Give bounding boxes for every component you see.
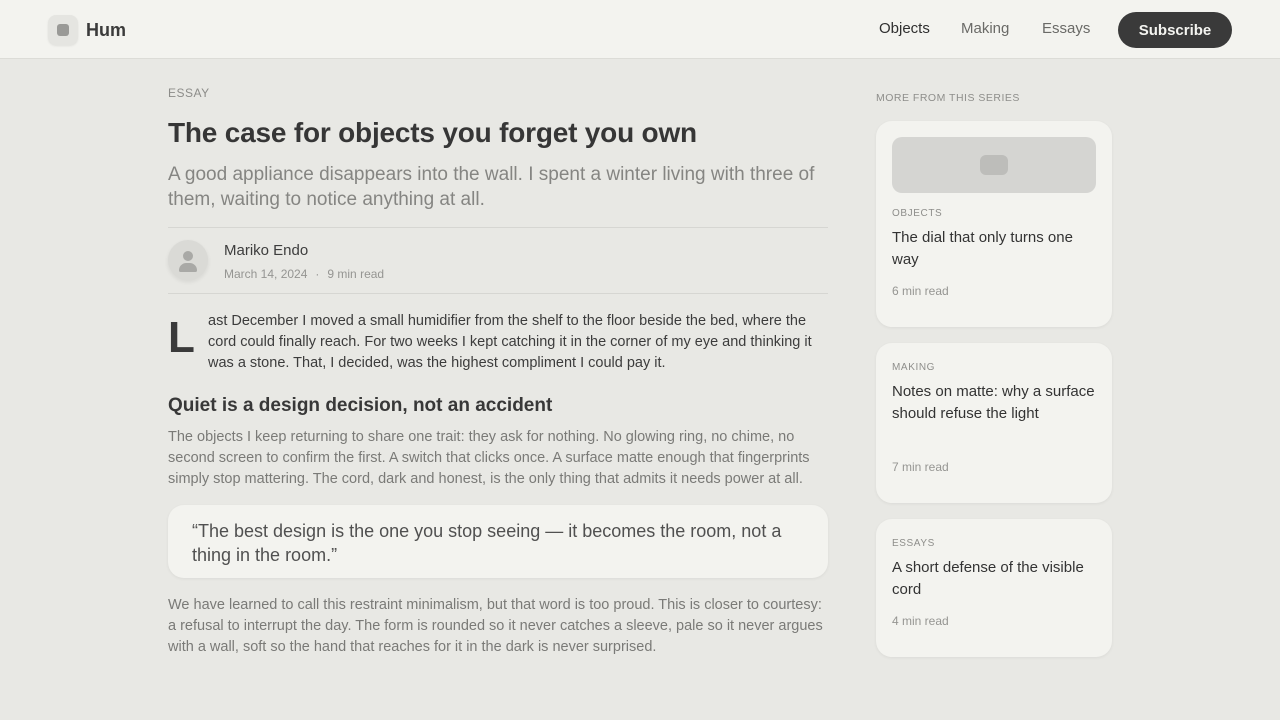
brand-logo-icon xyxy=(48,15,78,45)
brand[interactable] xyxy=(48,15,126,45)
body-paragraph: We have learned to call this restraint minimalism, but that word is too proud. This is closer to courtesy: a refusal to interrupt the day. The form is rounded so it never catches a sleeve, pale so it never argues with a wall, soft so the hand that reaches for it in the dark is never surprised. xyxy=(168,597,823,655)
user-avatar-icon xyxy=(168,240,208,280)
section-heading: Quiet is a design decision, not an accident xyxy=(168,395,553,416)
card-read-time: 7 min read xyxy=(892,460,949,474)
card-title[interactable]: The dial that only turns one way xyxy=(892,229,1073,268)
card-tag: MAKING xyxy=(892,362,936,373)
drop-cap: L xyxy=(168,313,195,362)
publish-date: March 14, 2024 xyxy=(224,267,308,281)
card-title[interactable]: Notes on matte: why a surface should refuse the light xyxy=(892,383,1095,422)
article-meta xyxy=(224,267,384,281)
nav-objects[interactable]: Objects xyxy=(879,20,930,37)
series-card[interactable] xyxy=(876,121,1112,327)
card-read-time: 6 min read xyxy=(892,284,949,298)
divider xyxy=(168,293,828,294)
meta-separator: · xyxy=(315,267,320,281)
nav-making[interactable]: Making xyxy=(961,20,1010,37)
pull-quote: “The best design is the one you stop seeing — it becomes the room, not a thing in the room.” xyxy=(168,505,828,578)
brand-name: Hum xyxy=(86,19,126,40)
sidebar-label: MORE FROM THIS SERIES xyxy=(876,92,1020,104)
read-time: 9 min read xyxy=(327,267,385,281)
image-placeholder-icon xyxy=(892,137,1096,193)
lead-paragraph: ast December I moved a small humidifier from the shelf to the floor beside the bed, where the cord could finally reach. For two weeks I kept catching it in the corner of my eye and thinking it was a stone. That, I decided, was the highest compliment I could pay it. xyxy=(208,313,812,371)
series-card[interactable] xyxy=(876,343,1112,503)
series-card[interactable] xyxy=(876,519,1112,657)
author-name[interactable]: Mariko Endo xyxy=(224,242,309,259)
nav-essays[interactable]: Essays xyxy=(1042,20,1091,37)
body-paragraph: The objects I keep returning to share one trait: they ask for nothing. No glowing ring, no chime, no second screen to confirm the first. A switch that clicks once. A surface matte enough that fingerprints simply stop mattering. The cord, dark and honest, is the only thing that admits it needs power at all. xyxy=(168,429,810,487)
article-title: The case for objects you forget you own xyxy=(168,117,697,148)
card-tag: OBJECTS xyxy=(892,208,943,219)
card-read-time: 4 min read xyxy=(892,614,949,628)
divider xyxy=(168,227,828,228)
article-subtitle: A good appliance disappears into the wall. I spent a winter living with three of them, waiting to notice anything at all. xyxy=(168,164,815,210)
card-title[interactable]: A short defense of the visible cord xyxy=(892,559,1084,598)
article-kicker: ESSAY xyxy=(168,86,210,100)
site-header xyxy=(0,0,1280,59)
card-tag: ESSAYS xyxy=(892,538,935,549)
subscribe-button[interactable]: Subscribe xyxy=(1118,12,1232,48)
